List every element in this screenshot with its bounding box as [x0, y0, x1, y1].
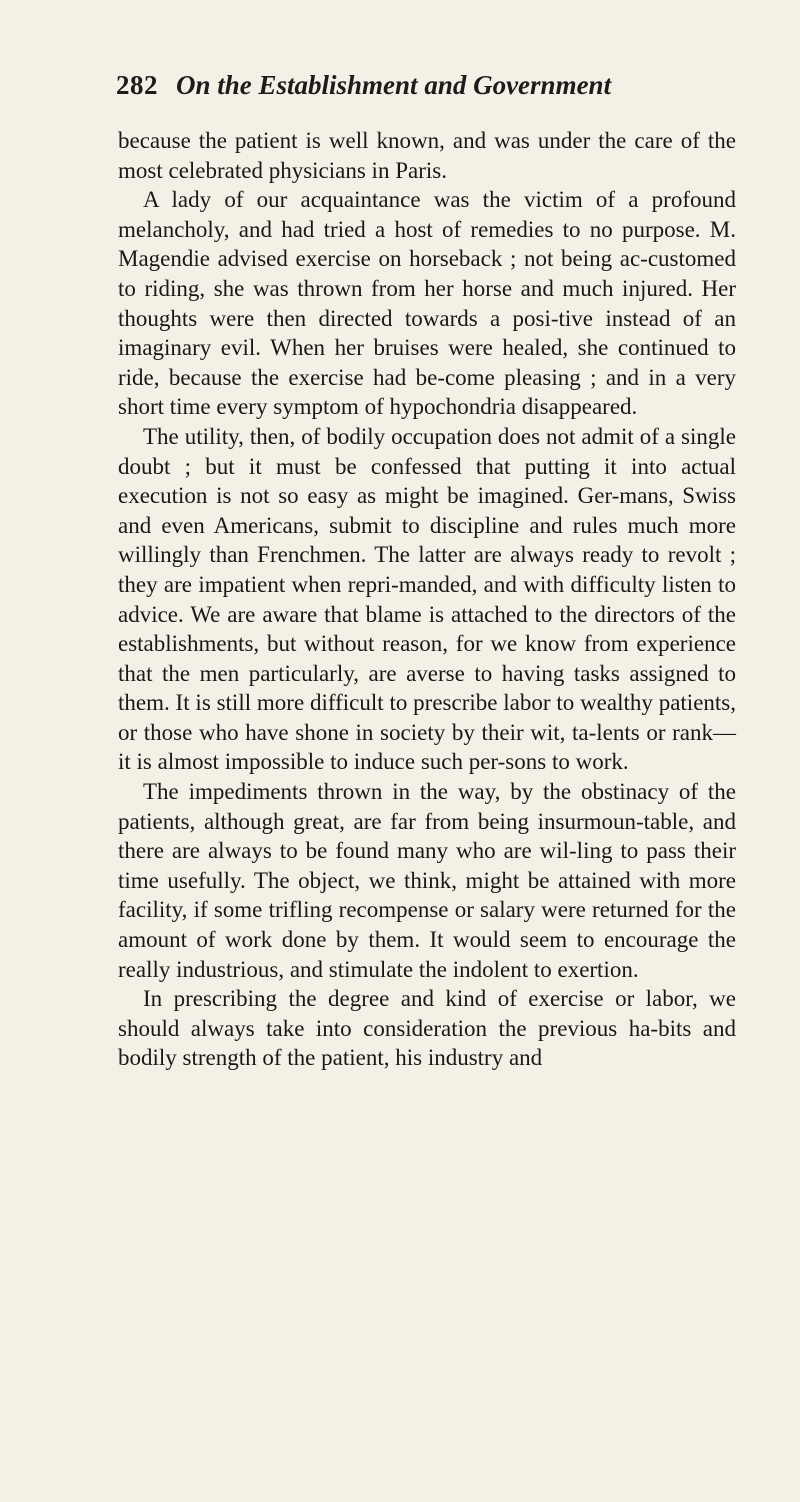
paragraph-lady-melancholy: A lady of our acquaintance was the victim of a profound melancholy, and had tried a host of remedies to no purpose. M. Magendie advised exercise on horseback ; not being ac-customed to riding, she was thrown from her horse and much injured. Her thoughts were then directed towards a posi-tive instead of an imaginary evil. When her bruises were healed, she continued to ride, because the exercise had be-come pleasing ; and in a very short time every symptom of hypochondria disappeared.: [118, 187, 736, 420]
paragraph-prescribing-exercise: In prescribing the degree and kind of exercise or labor, we should always take into consideration the previous ha-bits and bodily strength of the patient, his industry and: [118, 986, 736, 1071]
running-title: On the Establishment and Government: [176, 70, 612, 100]
body-text: [118, 126, 736, 1073]
paragraph-impediments: The impediments thrown in the way, by the obstinacy of the patients, although great, are far from being insurmoun-table, and there are always to be found many who are wil-ling to pass their time usefully. The object, we think, might be attained with more facility, if some trifling recompense or salary were returned for the amount of work done by them. It would seem to encourage the really industrious, and stimulate the indolent to exertion.: [118, 779, 736, 982]
paragraph-continued: because the patient is well known, and was under the care of the most celebrated physicians in Paris.: [118, 128, 736, 183]
page-header: [116, 70, 736, 114]
paragraph-bodily-occupation: The utility, then, of bodily occupation does not admit of a single doubt ; but it must be confessed that putting it into actual execution is not so easy as might be imagined. Ger-mans, Swiss and even Americans, submit to discipline and rules much more willingly than Frenchmen. The latter are always ready to revolt ; they are impatient when repri-manded, and with difficulty listen to advice. We are aware that blame is attached to the directors of the establishments, but without reason, for we know from experience that the men particularly, are averse to having tasks assigned to them. It is still more difficult to prescribe labor to wealthy patients, or those who have shone in society by their wit, ta-lents or rank—it is almost impossible to induce such per-sons to work.: [118, 423, 736, 775]
page-number: 282: [116, 70, 158, 100]
